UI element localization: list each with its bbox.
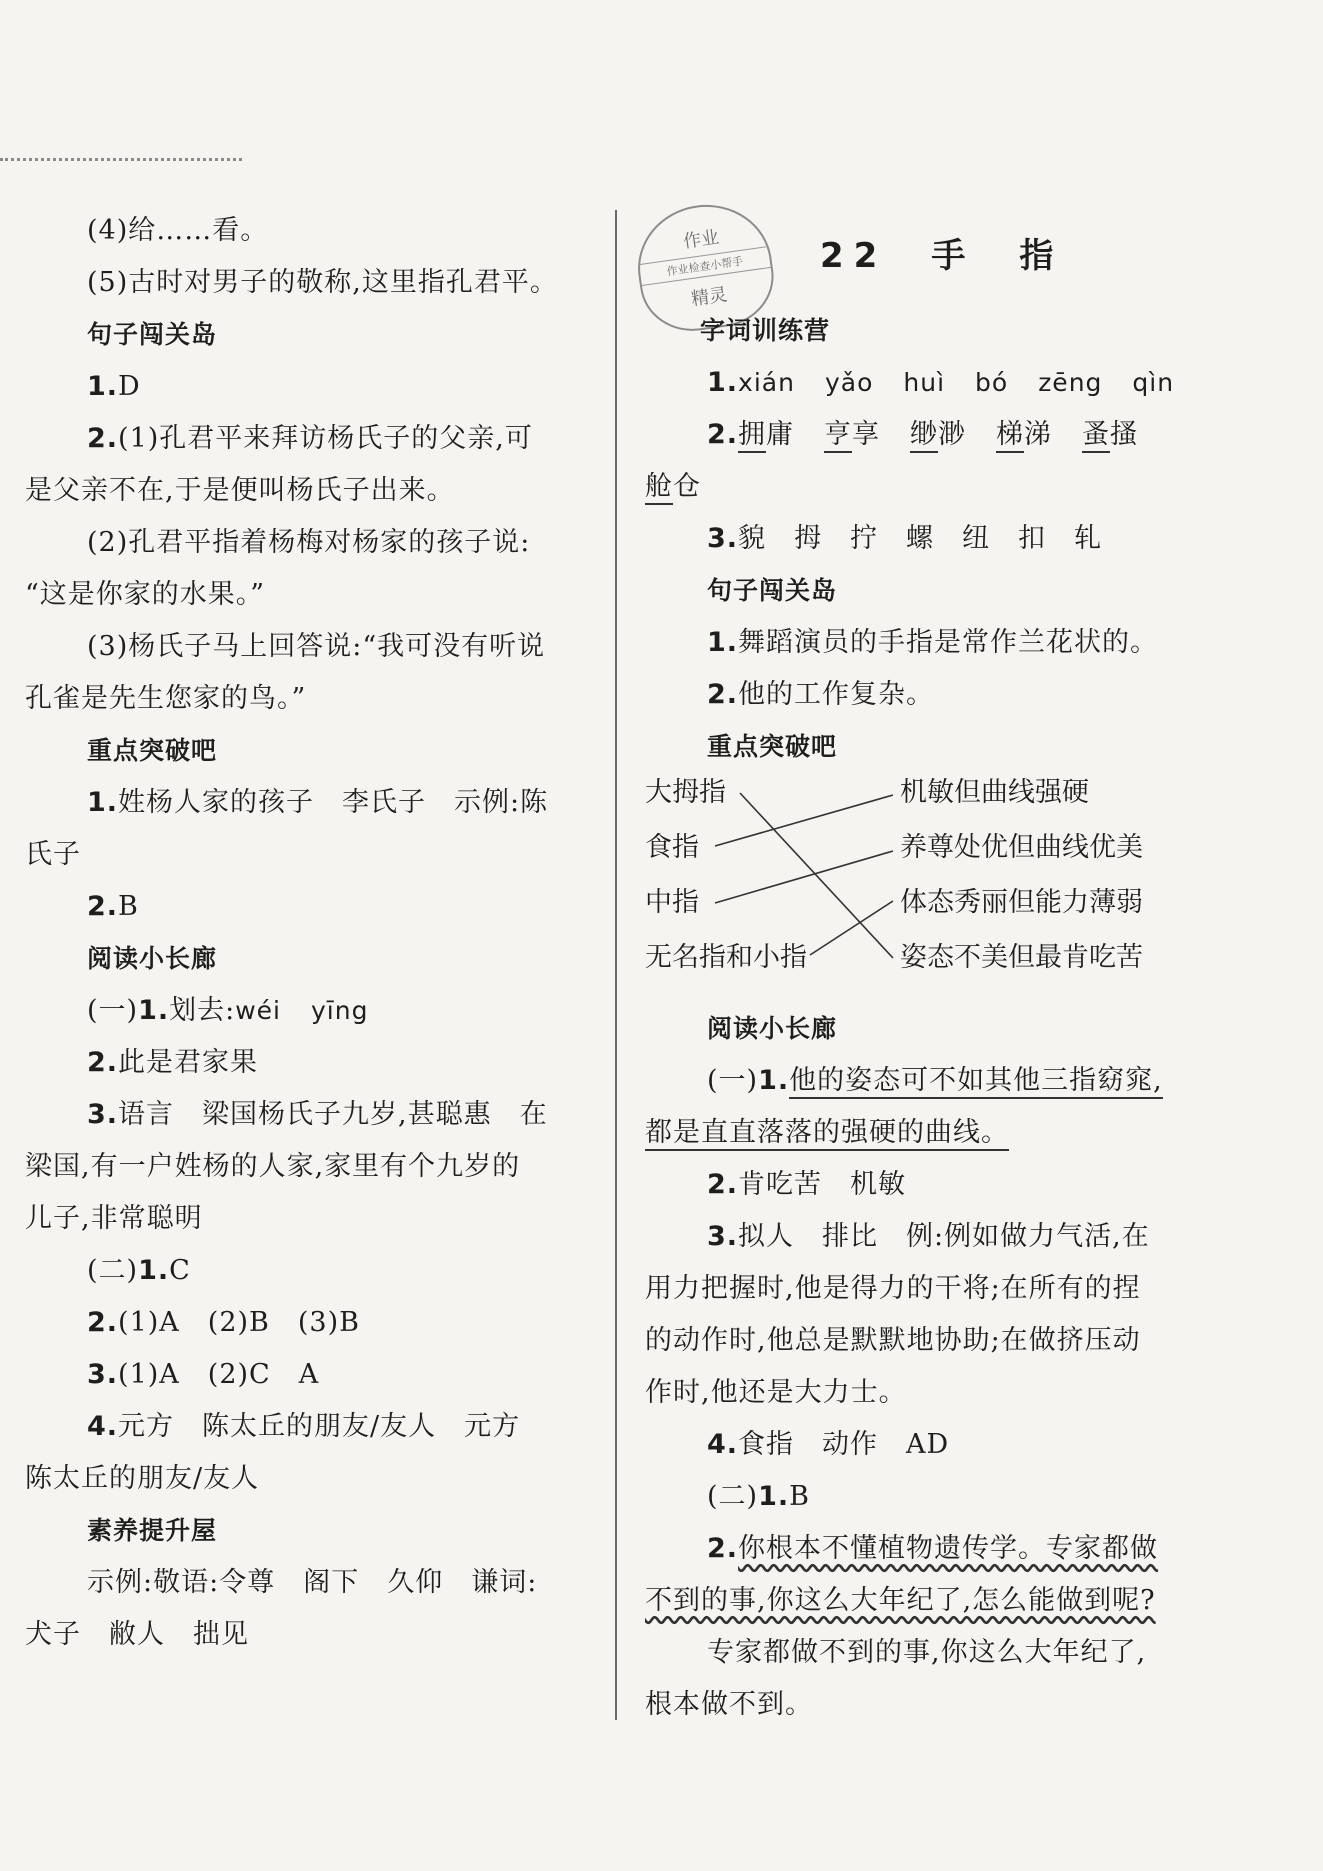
underlined-char: 缈 — [910, 419, 938, 453]
underlined-char: 蚤 — [1082, 419, 1110, 453]
section-heading: 素养提升屋 — [87, 1516, 218, 1545]
answer-line: “这是你家的水果。” — [25, 579, 266, 610]
stamp-text: 精灵 — [689, 284, 729, 311]
answer-line: 是父亲不在,于是便叫杨氏子出来。 — [25, 475, 455, 506]
section-heading: 阅读小长廊 — [87, 944, 218, 973]
pinyin: bó — [975, 368, 1009, 397]
answer-text: D — [118, 371, 141, 402]
wavy-underlined-text: 不到的事,你这么大年纪了,怎么能做到呢? — [645, 1585, 1156, 1616]
answer-char: 享 — [852, 419, 881, 450]
match-line — [715, 795, 893, 846]
match-left-item: 无名指和小指 — [645, 942, 807, 973]
match-left-item: 中指 — [645, 887, 699, 918]
answer-char: 搔 — [1110, 419, 1139, 450]
answer-text: B — [118, 891, 139, 922]
dotted-rule — [0, 158, 242, 161]
answer-line: 氏子 — [25, 839, 81, 870]
section-heading: 句子闯关岛 — [87, 320, 218, 349]
item-number: 2. — [707, 1169, 739, 1200]
answer-text: (1)A (2)C A — [118, 1359, 320, 1390]
answer-line — [645, 1211, 1210, 1263]
item-number: 1. — [758, 1065, 790, 1096]
answer-line — [645, 669, 1210, 721]
answer-text: 划去: — [169, 995, 236, 1026]
answer-line: 陈太丘的朋友/友人 — [25, 1463, 260, 1494]
answer-text: 貌 拇 拧 螺 纽 扣 轧 — [738, 523, 1103, 554]
pinyin: yīng — [311, 996, 369, 1025]
underlined-char: 拥 — [738, 419, 766, 453]
answer-line — [25, 777, 590, 829]
item-number: 2. — [87, 891, 119, 922]
item-number: 1. — [707, 367, 739, 398]
match-right-item: 机敏但曲线强硬 — [900, 777, 1089, 808]
answer-text: 姓杨人家的孩子 李氏子 示例:陈 — [118, 787, 549, 818]
match-right-item: 体态秀丽但能力薄弱 — [900, 887, 1143, 918]
answer-line — [645, 1055, 1210, 1107]
item-number: 4. — [707, 1429, 739, 1460]
answer-line: (5)古时对男子的敬称,这里指孔君平。 — [87, 267, 558, 298]
matching-lines — [645, 773, 1205, 1003]
item-number: 1. — [138, 995, 170, 1026]
item-number: 1. — [138, 1255, 170, 1286]
answer-text: C — [169, 1255, 191, 1286]
answer-line — [645, 1471, 1210, 1523]
answer-text: (1)孔君平来拜访杨氏子的父亲,可 — [118, 423, 533, 454]
answer-line — [645, 1159, 1210, 1211]
answer-line — [645, 1107, 1210, 1159]
answer-line — [645, 357, 1210, 409]
pinyin: xián — [738, 368, 795, 397]
column-divider — [615, 210, 617, 1720]
item-number: 1. — [707, 627, 739, 658]
answer-line — [25, 1297, 590, 1349]
answer-line — [25, 1245, 590, 1297]
item-number: 3. — [707, 1221, 739, 1252]
section-heading: 重点突破吧 — [87, 736, 218, 765]
answer-char: 渺 — [938, 419, 967, 450]
item-number: 2. — [707, 1533, 739, 1564]
answer-text: 此是君家果 — [118, 1047, 259, 1078]
underlined-char: 舱 — [645, 471, 673, 505]
item-number: 1. — [758, 1481, 790, 1512]
answer-line — [25, 1349, 590, 1401]
stamp-text: 作业检查小帮手 — [639, 246, 771, 286]
part-label: (一) — [87, 995, 139, 1026]
answer-line — [645, 1523, 1210, 1575]
answer-line: (4)给……看。 — [87, 215, 269, 246]
answer-line — [645, 1419, 1210, 1471]
answer-line — [645, 513, 1210, 565]
item-number: 2. — [87, 1047, 119, 1078]
answer-line — [645, 1575, 1210, 1627]
match-right-item: 姿态不美但最肯吃苦 — [900, 942, 1143, 973]
underlined-text: 他的姿态可不如其他三指窈窕, — [789, 1065, 1163, 1099]
answer-line: (2)孔君平指着杨梅对杨家的孩子说: — [87, 527, 531, 558]
section-heading: 重点突破吧 — [707, 732, 838, 761]
answer-line: 专家都做不到的事,你这么大年纪了, — [707, 1637, 1147, 1668]
item-number: 1. — [87, 371, 119, 402]
section-heading: 阅读小长廊 — [707, 1014, 838, 1043]
part-label: (一) — [707, 1065, 759, 1096]
wavy-underlined-text: 你根本不懂植物遗传学。专家都做 — [738, 1533, 1159, 1564]
answer-line: 示例:敬语:令尊 阁下 久仰 谦词: — [87, 1567, 538, 1598]
part-label: (二) — [707, 1481, 759, 1512]
item-number: 3. — [707, 523, 739, 554]
item-number: 2. — [707, 679, 739, 710]
answer-text: B — [789, 1481, 810, 1512]
section-heading: 字词训练营 — [700, 316, 831, 345]
pinyin: huì — [903, 368, 946, 397]
answer-line: 梁国,有一户姓杨的人家,家里有个九岁的 — [25, 1151, 521, 1182]
right-column — [645, 305, 1210, 1731]
answer-line: 作时,他还是大力士。 — [645, 1377, 907, 1408]
answer-line: 儿子,非常聪明 — [25, 1203, 203, 1234]
stamp-text: 作业 — [681, 226, 721, 253]
answer-line — [25, 985, 590, 1037]
answer-char: 庸 — [766, 419, 795, 450]
pinyin: yǎo — [824, 368, 874, 397]
pinyin: qìn — [1132, 368, 1175, 397]
lesson-title: 22 手 指 — [820, 236, 1064, 276]
matching-exercise — [645, 773, 1210, 1003]
answer-line — [645, 617, 1210, 669]
underlined-text: 都是直直落落的强硬的曲线。 — [645, 1117, 1009, 1151]
answer-line — [25, 1089, 590, 1141]
item-number: 3. — [87, 1359, 119, 1390]
answer-text: 舞蹈演员的手指是常作兰花状的。 — [738, 627, 1159, 658]
section-heading: 句子闯关岛 — [707, 576, 838, 605]
underlined-char: 梯 — [996, 419, 1024, 453]
item-number: 2. — [87, 1307, 119, 1338]
answer-line: 的动作时,他总是默默地协助;在做挤压动 — [645, 1325, 1141, 1356]
answer-line — [25, 1401, 590, 1453]
answer-line: 用力把握时,他是得力的干将;在所有的捏 — [645, 1273, 1141, 1304]
left-column — [25, 205, 590, 1661]
item-number: 3. — [87, 1099, 119, 1130]
item-number: 2. — [87, 423, 119, 454]
underlined-char: 亨 — [824, 419, 852, 453]
match-line — [715, 851, 893, 903]
answer-line — [25, 361, 590, 413]
match-left-item: 大拇指 — [645, 777, 726, 808]
pinyin: zēng — [1038, 368, 1103, 397]
answer-text: 语言 梁国杨氏子九岁,甚聪惠 在 — [118, 1099, 548, 1130]
answer-text: (1)A (2)B (3)B — [118, 1307, 360, 1338]
item-number: 2. — [707, 419, 739, 450]
answer-line — [25, 1037, 590, 1089]
pinyin: wéi — [235, 996, 282, 1025]
item-number: 1. — [87, 787, 119, 818]
match-line — [810, 901, 893, 955]
item-number: 4. — [87, 1411, 119, 1442]
answer-text: 食指 动作 AD — [738, 1429, 950, 1460]
answer-text: 他的工作复杂。 — [738, 679, 935, 710]
answer-text: 元方 陈太丘的朋友/友人 元方 — [118, 1411, 521, 1442]
answer-line: (3)杨氏子马上回答说:“我可没有听说 — [87, 631, 546, 662]
answer-text: 拟人 排比 例:例如做力气活,在 — [738, 1221, 1150, 1252]
part-label: (二) — [87, 1255, 139, 1286]
answer-line: 犬子 敝人 拙见 — [25, 1619, 249, 1650]
answer-line — [645, 409, 1210, 461]
answer-line: 孔雀是先生您家的鸟。” — [25, 683, 307, 714]
answer-char: 涕 — [1024, 419, 1053, 450]
match-right-item: 养尊处优但曲线优美 — [900, 832, 1143, 863]
answer-line — [645, 461, 1210, 513]
answer-line — [25, 881, 590, 933]
answer-char: 仓 — [673, 471, 701, 502]
answer-line: 根本做不到。 — [645, 1689, 813, 1720]
match-left-item: 食指 — [645, 832, 699, 863]
answer-line — [25, 413, 590, 465]
answer-text: 肯吃苦 机敏 — [738, 1169, 907, 1200]
